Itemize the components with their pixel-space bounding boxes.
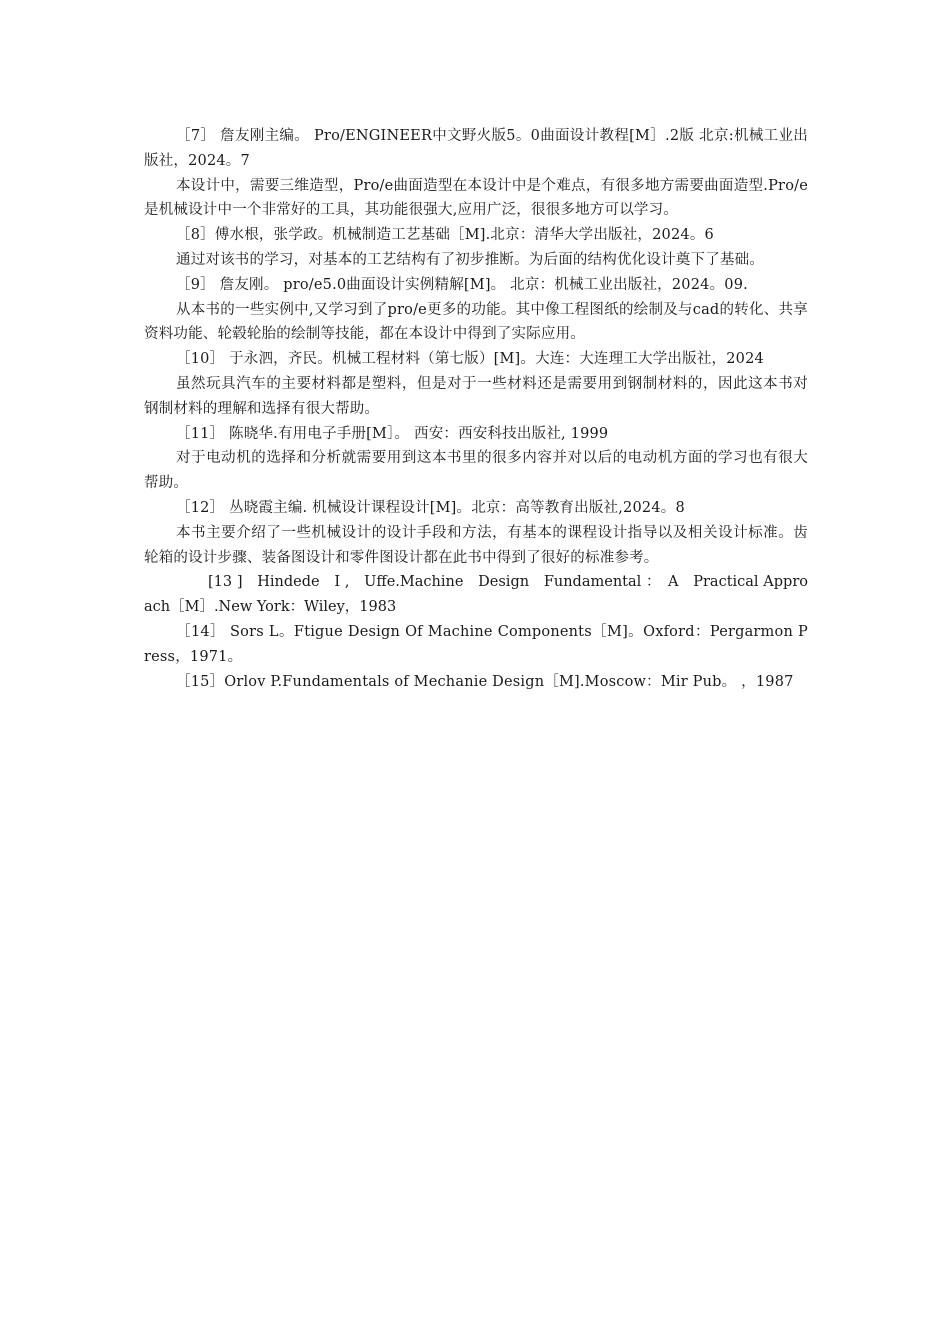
reference-7: ［7］ 詹友刚主编。 Pro/ENGINEER中文野火版5。0曲面设计教程[M］.2版 北京:机械工业出版社，2024。7 bbox=[144, 128, 808, 169]
reference-13: [13 ] Hindede I , Uffe.Machine Design Fundamental ： A Practical Approach［M］.New York：Wiley，1983 bbox=[144, 574, 808, 616]
document-body bbox=[144, 124, 808, 694]
reference-7-note: 本设计中，需要三维造型，Pro/e曲面造型在本设计中是个难点，有很多地方需要曲面造型.Pro/e是机械设计中一个非常好的工具，其功能很强大,应用广泛，很很多地方可以学习。 bbox=[144, 177, 808, 219]
reference-11: ［11］ 陈晓华.有用电子手册[M］。 西安：西安科技出版社, 1999 bbox=[176, 425, 609, 442]
reference-8: ［8］傅水根，张学政。机械制造工艺基础［M].北京：清华大学出版社，2024。6 bbox=[176, 227, 714, 244]
reference-12: ［12］ 丛晓霞主编. 机械设计课程设计[M]。北京：高等教育出版社,2024。8 bbox=[176, 499, 685, 516]
reference-11-note: 对于电动机的选择和分析就需要用到这本书里的很多内容并对以后的电动机方面的学习也有很大帮助。 bbox=[144, 450, 808, 492]
reference-10-note: 虽然玩具汽车的主要材料都是塑料，但是对于一些材料还是需要用到钢制材料的，因此这本书对钢制材料的理解和选择有很大帮助。 bbox=[144, 375, 808, 417]
reference-9: ［9］ 詹友刚。 pro/e5.0曲面设计实例精解[M]。 北京：机械工业出版社，2024。09. bbox=[176, 276, 748, 293]
reference-8-note: 通过对该书的学习，对基本的工艺结构有了初步推断。为后面的结构优化设计奠下了基础。 bbox=[176, 251, 764, 268]
reference-9-note: 从本书的一些实例中,又学习到了pro/e更多的功能。其中像工程图纸的绘制及与cad的转化、共享资料功能、轮毂轮胎的绘制等技能，都在本设计中得到了实际应用。 bbox=[144, 301, 808, 343]
reference-14: ［14］ Sors L。Ftigue Design Of Machine Components［M]。Oxford：Pergarmon Press，1971。 bbox=[144, 623, 808, 665]
reference-12-note: 本书主要介绍了一些机械设计的设计手段和方法，有基本的课程设计指导以及相关设计标准。齿轮箱的设计步骤、装备图设计和零件图设计都在此书中得到了很好的标准参考。 bbox=[144, 524, 808, 566]
reference-10: ［10］ 于永泗，齐民。机械工程材料（第七版）[M]。大连：大连理工大学出版社，2024 bbox=[176, 351, 764, 368]
reference-15: ［15］Orlov P.Fundamentals of Mechanie Design［M].Moscow：Mir Pub。 ，1987 bbox=[176, 673, 794, 690]
